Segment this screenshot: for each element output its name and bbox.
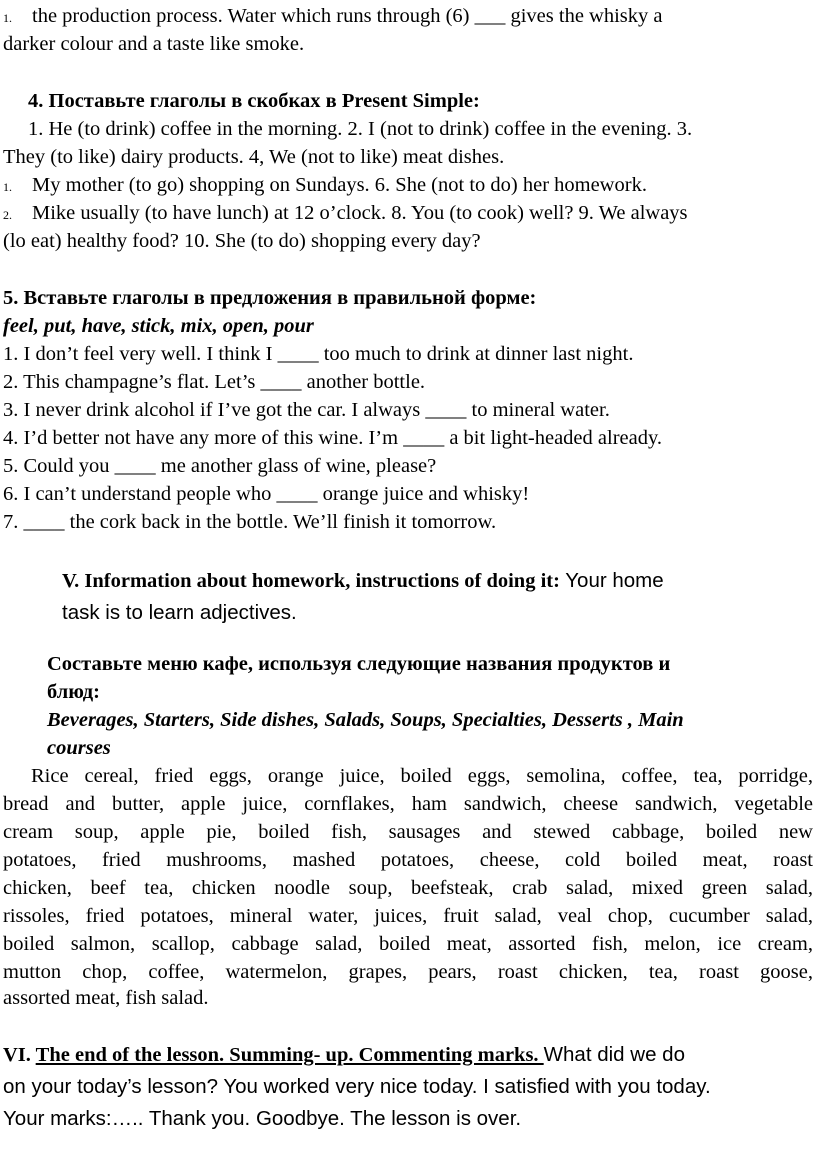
text: the production process. Water which runs through (6) ___ gives the whisky a xyxy=(32,5,663,27)
section5-text: Your home xyxy=(559,569,664,592)
list-number: 2. xyxy=(3,208,12,222)
menu-food-line: chicken, beef tea, chicken noodle soup, beefsteak, crab salad, mixed green salad, xyxy=(3,877,813,899)
task4-line-4 xyxy=(3,201,688,227)
task5-item: 3. I never drink alcohol if I’ve got the car. I always ____ to mineral water. xyxy=(3,399,610,421)
menu-heading-2: блюд: xyxy=(47,681,100,703)
list-number: 1. xyxy=(3,11,12,25)
menu-food-line: cream soup, apple pie, boiled fish, sausages and stewed cabbage, boiled new xyxy=(3,821,813,843)
menu-food-line: potatoes, fried mushrooms, mashed potatoes, cheese, cold boiled meat, roast xyxy=(3,849,813,871)
top-line-2: darker colour and a taste like smoke. xyxy=(3,33,305,55)
section6-title: The end of the lesson. Summing- up. Commenting marks. xyxy=(35,1044,544,1066)
task4-line-3 xyxy=(3,173,647,199)
text: Mike usually (to have lunch) at 12 o’clock. 8. You (to cook) well? 9. We always xyxy=(32,202,688,224)
menu-food-line: bread and butter, apple juice, cornflakes, ham sandwich, cheese sandwich, vegetable xyxy=(3,793,813,815)
task5-item: 7. ____ the cork back in the bottle. We’ll finish it tomorrow. xyxy=(3,511,497,533)
task4-line-1: 1. He (to drink) coffee in the morning. 2. I (not to drink) coffee in the evening. 3. xyxy=(28,118,693,140)
task5-item: 4. I’d better not have any more of this wine. I’m ____ a bit light-headed already. xyxy=(3,427,663,449)
task5-item: 6. I can’t understand people who ____ orange juice and whisky! xyxy=(3,483,530,505)
section6-line-1 xyxy=(3,1043,685,1067)
task5-item: 2. This champagne’s flat. Let’s ____ another bottle. xyxy=(3,371,426,393)
task5-heading: 5. Вставьте глаголы в предложения в правильной форме: xyxy=(3,287,537,309)
section6-line-3: Your marks:….. Thank you. Goodbye. The lesson is over. xyxy=(3,1107,522,1130)
menu-food-line: mutton chop, coffee, watermelon, grapes, pears, roast chicken, tea, roast goose, xyxy=(3,961,813,983)
task4-heading: 4. Поставьте глаголы в скобках в Present Simple: xyxy=(28,90,480,112)
menu-categories-1: Beverages, Starters, Side dishes, Salads, Soups, Specialties, Desserts , Main xyxy=(47,709,684,731)
menu-categories-2: courses xyxy=(47,737,111,759)
menu-food-line: rissoles, fried potatoes, mineral water, juices, fruit salad, veal chop, cucumber salad, xyxy=(3,905,813,927)
section5-line-1 xyxy=(62,569,664,593)
section5-title: V. Information about homework, instructions of doing it: xyxy=(62,570,560,592)
text: My mother (to go) shopping on Sundays. 6. She (not to do) her homework. xyxy=(32,174,647,196)
task5-item: 5. Could you ____ me another glass of wine, please? xyxy=(3,455,437,477)
section6-line-2: on your today’s lesson? You worked very nice today. I satisfied with you today. xyxy=(3,1075,711,1098)
section6-text: What did we do xyxy=(543,1043,685,1066)
section5-line-2: task is to learn adjectives. xyxy=(62,601,297,624)
menu-heading-1: Составьте меню кафе, используя следующие названия продуктов и xyxy=(47,653,671,675)
section6-number: VI. xyxy=(3,1044,36,1066)
menu-food-last-line: assorted meat, fish salad. xyxy=(3,987,209,1009)
task4-line-2: They (to like) dairy products. 4, We (not to like) meat dishes. xyxy=(3,146,505,168)
top-line-1 xyxy=(3,4,663,30)
menu-food-line: boiled salmon, scallop, cabbage salad, boiled meat, assorted fish, melon, ice cream, xyxy=(3,933,813,955)
task5-item: 1. I don’t feel very well. I think I ____ too much to drink at dinner last night. xyxy=(3,343,634,365)
list-number: 1. xyxy=(3,180,12,194)
task4-line-5: (lo eat) healthy food? 10. She (to do) shopping every day? xyxy=(3,230,481,252)
task5-verbs: feel, put, have, stick, mix, open, pour xyxy=(3,315,314,337)
menu-food-line: Rice cereal, fried eggs, orange juice, boiled eggs, semolina, coffee, tea, porridge, xyxy=(31,765,813,787)
